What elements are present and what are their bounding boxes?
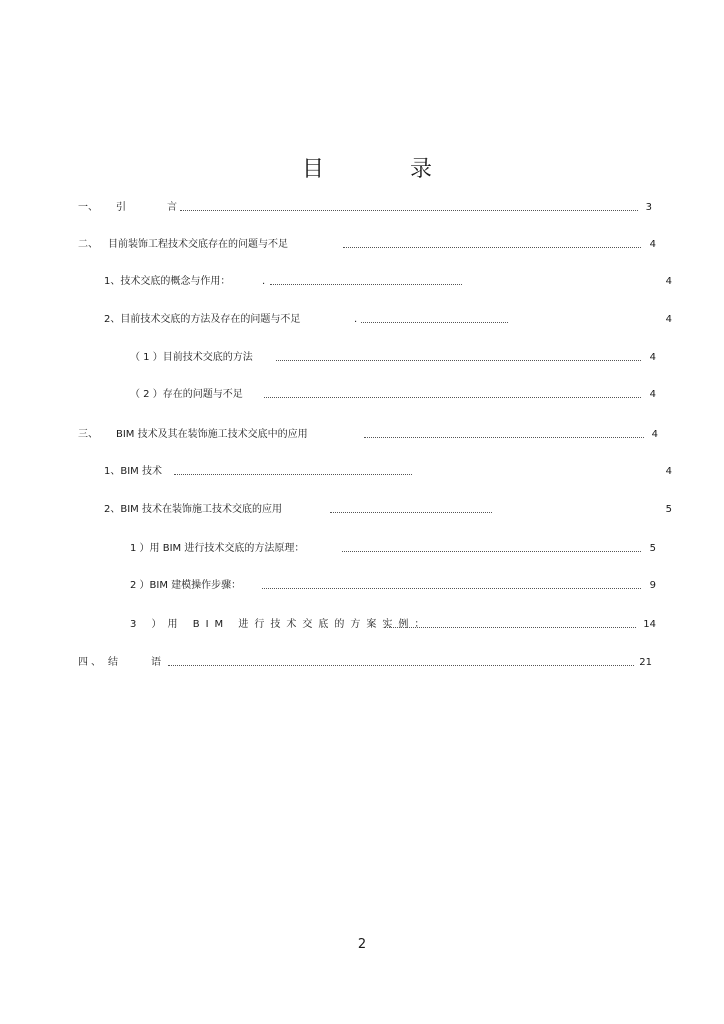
toc-entry-label-end: 言 <box>167 202 177 213</box>
toc-entry-page: 4 <box>665 466 672 477</box>
toc-entry-number: 二、 <box>78 239 98 250</box>
toc-heading <box>0 156 724 186</box>
toc-entry-number: 四、 <box>78 657 104 668</box>
toc-dot-leader <box>168 665 634 666</box>
toc-entry[interactable] <box>0 618 724 632</box>
toc-heading-right: 录 <box>410 157 433 182</box>
toc-dot-leader <box>342 551 641 552</box>
toc-entry[interactable] <box>0 313 724 327</box>
toc-dot-leader <box>361 322 508 323</box>
toc-dot-leader <box>343 247 641 248</box>
toc-entry-page: 4 <box>649 352 656 363</box>
toc-dot-leader <box>384 627 636 628</box>
toc-entry-page: 3 <box>645 202 652 213</box>
toc-dot-leader <box>264 397 641 398</box>
toc-entry-page: 14 <box>643 619 656 630</box>
toc-entry-page: 4 <box>665 276 672 287</box>
toc-dot-leader <box>180 210 638 211</box>
toc-entry[interactable] <box>0 579 724 593</box>
toc-entry[interactable] <box>0 351 724 365</box>
toc-entry[interactable] <box>0 465 724 479</box>
toc-entry[interactable] <box>0 428 724 442</box>
toc-dot-leader <box>364 437 644 438</box>
toc-entry-number: 三、 <box>78 429 98 440</box>
toc-entry[interactable] <box>0 656 724 670</box>
toc-entry[interactable] <box>0 238 724 252</box>
toc-entry-label: 引 <box>116 202 126 213</box>
toc-dot-leader <box>262 588 641 589</box>
toc-entry[interactable] <box>0 503 724 517</box>
toc-entry-page: 21 <box>639 657 652 668</box>
toc-entry-page: 4 <box>665 314 672 325</box>
toc-entry-label: 2、目前技术交底的方法及存在的问题与不足 <box>104 314 301 325</box>
toc-entry-page: 5 <box>649 543 656 554</box>
toc-dot-leader <box>330 512 492 513</box>
toc-entry-page: 4 <box>649 239 656 250</box>
toc-entry-label: 1、BIM 技术 <box>104 466 162 477</box>
toc-dot-leader <box>276 360 641 361</box>
toc-entry-label: 2 ）BIM 建模操作步骤： <box>130 580 242 591</box>
toc-entry-mid: . <box>354 314 358 325</box>
toc-entry[interactable] <box>0 275 724 289</box>
toc-entry-mid: . <box>262 276 266 287</box>
toc-entry-label: 目前装饰工程技术交底存在的问题与不足 <box>108 239 288 250</box>
toc-entry-label: BIM 技术及其在装饰施工技术交底中的应用 <box>116 429 308 440</box>
toc-dot-leader <box>270 284 462 285</box>
toc-heading-left: 目 <box>302 157 325 182</box>
toc-entry[interactable] <box>0 388 724 402</box>
toc-entry-label: （ 2 ）存在的问题与不足 <box>130 389 243 400</box>
toc-entry-label: 2、BIM 技术在装饰施工技术交底的应用 <box>104 504 282 515</box>
toc-entry[interactable] <box>0 542 724 556</box>
page-number: 2 <box>357 937 367 952</box>
toc-entry-page: 5 <box>665 504 672 515</box>
toc-entry-label: （ 1 ）目前技术交底的方法 <box>130 352 253 363</box>
toc-entry-number: 一、 <box>78 202 98 213</box>
toc-dot-leader <box>174 474 412 475</box>
toc-entry-label: 3 ）用 BIM 进行技术交底的方案实例： <box>130 619 431 630</box>
toc-entry[interactable] <box>0 201 724 215</box>
toc-entry-page: 4 <box>651 429 658 440</box>
toc-entry-page: 9 <box>649 580 656 591</box>
toc-entry-label: 结 <box>108 657 118 668</box>
toc-entry-page: 4 <box>649 389 656 400</box>
toc-entry-label: 1、技术交底的概念与作用： <box>104 276 231 287</box>
toc-entry-label-end: 语 <box>151 657 161 668</box>
toc-entry-label: 1 ）用 BIM 进行技术交底的方法原理： <box>130 543 305 554</box>
